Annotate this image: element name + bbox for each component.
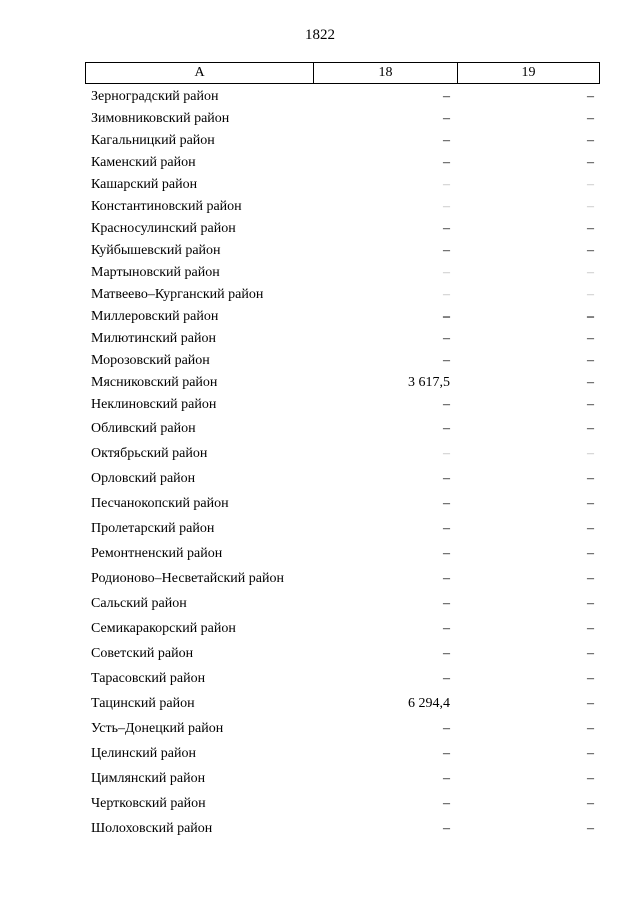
district-name: Каменский район	[91, 155, 196, 170]
value-col-18: –	[443, 155, 450, 170]
value-col-19: –	[587, 309, 594, 324]
table-row	[85, 416, 600, 441]
table-row	[85, 372, 600, 394]
value-col-18: –	[443, 287, 450, 302]
district-name: Мартыновский район	[91, 265, 220, 280]
value-col-18: –	[443, 199, 450, 214]
table-row	[85, 240, 600, 262]
value-col-18: –	[443, 721, 450, 736]
table-row	[85, 591, 600, 616]
table-row	[85, 791, 600, 816]
value-col-18: –	[443, 446, 450, 461]
value-col-18: 3 617,5	[408, 375, 450, 390]
district-name: Кашарский район	[91, 177, 198, 192]
table-row	[85, 441, 600, 466]
value-col-18: –	[443, 571, 450, 586]
value-col-18: –	[443, 796, 450, 811]
value-col-19: –	[587, 621, 594, 636]
value-col-19: –	[587, 421, 594, 436]
page-number: 1822	[305, 27, 335, 43]
table-row	[85, 174, 600, 196]
value-col-18: –	[443, 421, 450, 436]
value-col-18: –	[443, 177, 450, 192]
value-col-19: –	[587, 155, 594, 170]
district-name: Тацинский район	[91, 696, 195, 711]
district-name: Кагальницкий район	[91, 133, 215, 148]
table-row	[85, 516, 600, 541]
table-row	[85, 108, 600, 130]
district-name: Чертковский район	[91, 796, 206, 811]
table-row	[85, 691, 600, 716]
value-col-18: 6 294,4	[408, 696, 450, 711]
table-row	[85, 394, 600, 416]
value-col-19: –	[587, 521, 594, 536]
value-col-19: –	[587, 771, 594, 786]
value-col-19: –	[587, 221, 594, 236]
value-col-18: –	[443, 265, 450, 280]
table-row	[85, 641, 600, 666]
table-row	[85, 284, 600, 306]
value-col-19: –	[587, 243, 594, 258]
value-col-19: –	[587, 596, 594, 611]
value-col-18: –	[443, 771, 450, 786]
value-col-18: –	[443, 133, 450, 148]
table-body	[85, 86, 600, 841]
value-col-18: –	[443, 621, 450, 636]
value-col-18: –	[443, 521, 450, 536]
value-col-19: –	[587, 287, 594, 302]
value-col-19: –	[587, 199, 594, 214]
value-col-19: –	[587, 397, 594, 412]
district-name: Тарасовский район	[91, 671, 206, 686]
value-col-19: –	[587, 696, 594, 711]
value-col-18: –	[443, 111, 450, 126]
table-row	[85, 816, 600, 841]
district-name: Семикаракорский район	[91, 621, 236, 636]
table-row	[85, 541, 600, 566]
table-row	[85, 491, 600, 516]
table-row	[85, 716, 600, 741]
district-name: Пролетарский район	[91, 521, 215, 536]
district-name: Зерноградский район	[91, 89, 219, 104]
value-col-18: –	[443, 471, 450, 486]
value-col-19: –	[587, 721, 594, 736]
district-name: Зимовниковский район	[91, 111, 230, 126]
district-name: Матвеево–Курганский район	[91, 287, 264, 302]
table-row	[85, 466, 600, 491]
table-row	[85, 130, 600, 152]
value-col-19: –	[587, 111, 594, 126]
district-name: Милютинский район	[91, 331, 217, 346]
value-col-19: –	[587, 375, 594, 390]
table-row	[85, 86, 600, 108]
district-name: Песчанокопский район	[91, 496, 229, 511]
value-col-18: –	[443, 671, 450, 686]
district-name: Советский район	[91, 646, 194, 661]
table-row	[85, 350, 600, 372]
value-col-19: –	[587, 265, 594, 280]
value-col-18: –	[443, 89, 450, 104]
table-row	[85, 328, 600, 350]
value-col-19: –	[587, 331, 594, 346]
table-row	[85, 766, 600, 791]
header-col-a: А	[86, 63, 314, 83]
district-name: Шолоховский район	[91, 821, 213, 836]
district-name: Красносулинский район	[91, 221, 236, 236]
district-name: Октябрьский район	[91, 446, 208, 461]
value-col-18: –	[443, 546, 450, 561]
district-name: Ремонтненский район	[91, 546, 223, 561]
value-col-18: –	[443, 746, 450, 761]
table-row	[85, 262, 600, 284]
district-name: Морозовский район	[91, 353, 210, 368]
table-header	[85, 62, 600, 84]
table-row	[85, 666, 600, 691]
value-col-18: –	[443, 596, 450, 611]
value-col-19: –	[587, 353, 594, 368]
value-col-19: –	[587, 546, 594, 561]
value-col-18: –	[443, 646, 450, 661]
district-name: Родионово–Несветайский район	[91, 571, 284, 586]
district-name: Целинский район	[91, 746, 196, 761]
value-col-18: –	[443, 397, 450, 412]
value-col-18: –	[443, 496, 450, 511]
table-row	[85, 152, 600, 174]
value-col-18: –	[443, 331, 450, 346]
value-col-19: –	[587, 746, 594, 761]
district-name: Константиновский район	[91, 199, 242, 214]
table-row	[85, 566, 600, 591]
district-name: Усть–Донецкий район	[91, 721, 224, 736]
value-col-19: –	[587, 89, 594, 104]
value-col-19: –	[587, 496, 594, 511]
district-name: Обливский район	[91, 421, 196, 436]
value-col-19: –	[587, 671, 594, 686]
district-name: Мясниковский район	[91, 375, 218, 390]
value-col-18: –	[443, 243, 450, 258]
value-col-18: –	[443, 309, 450, 324]
value-col-18: –	[443, 353, 450, 368]
district-name: Сальский район	[91, 596, 187, 611]
value-col-19: –	[587, 646, 594, 661]
value-col-18: –	[443, 821, 450, 836]
value-col-19: –	[587, 471, 594, 486]
table-row	[85, 196, 600, 218]
district-name: Орловский район	[91, 471, 196, 486]
value-col-19: –	[587, 133, 594, 148]
district-name: Цимлянский район	[91, 771, 206, 786]
header-col-18: 18	[314, 63, 458, 83]
value-col-19: –	[587, 571, 594, 586]
value-col-19: –	[587, 796, 594, 811]
table-row	[85, 741, 600, 766]
table-row	[85, 616, 600, 641]
table-row	[85, 218, 600, 240]
value-col-19: –	[587, 446, 594, 461]
value-col-18: –	[443, 221, 450, 236]
value-col-19: –	[587, 821, 594, 836]
table-row	[85, 306, 600, 328]
district-name: Куйбышевский район	[91, 243, 221, 258]
value-col-19: –	[587, 177, 594, 192]
district-name: Миллеровский район	[91, 309, 219, 324]
district-name: Неклиновский район	[91, 397, 217, 412]
header-col-19: 19	[521, 65, 536, 80]
